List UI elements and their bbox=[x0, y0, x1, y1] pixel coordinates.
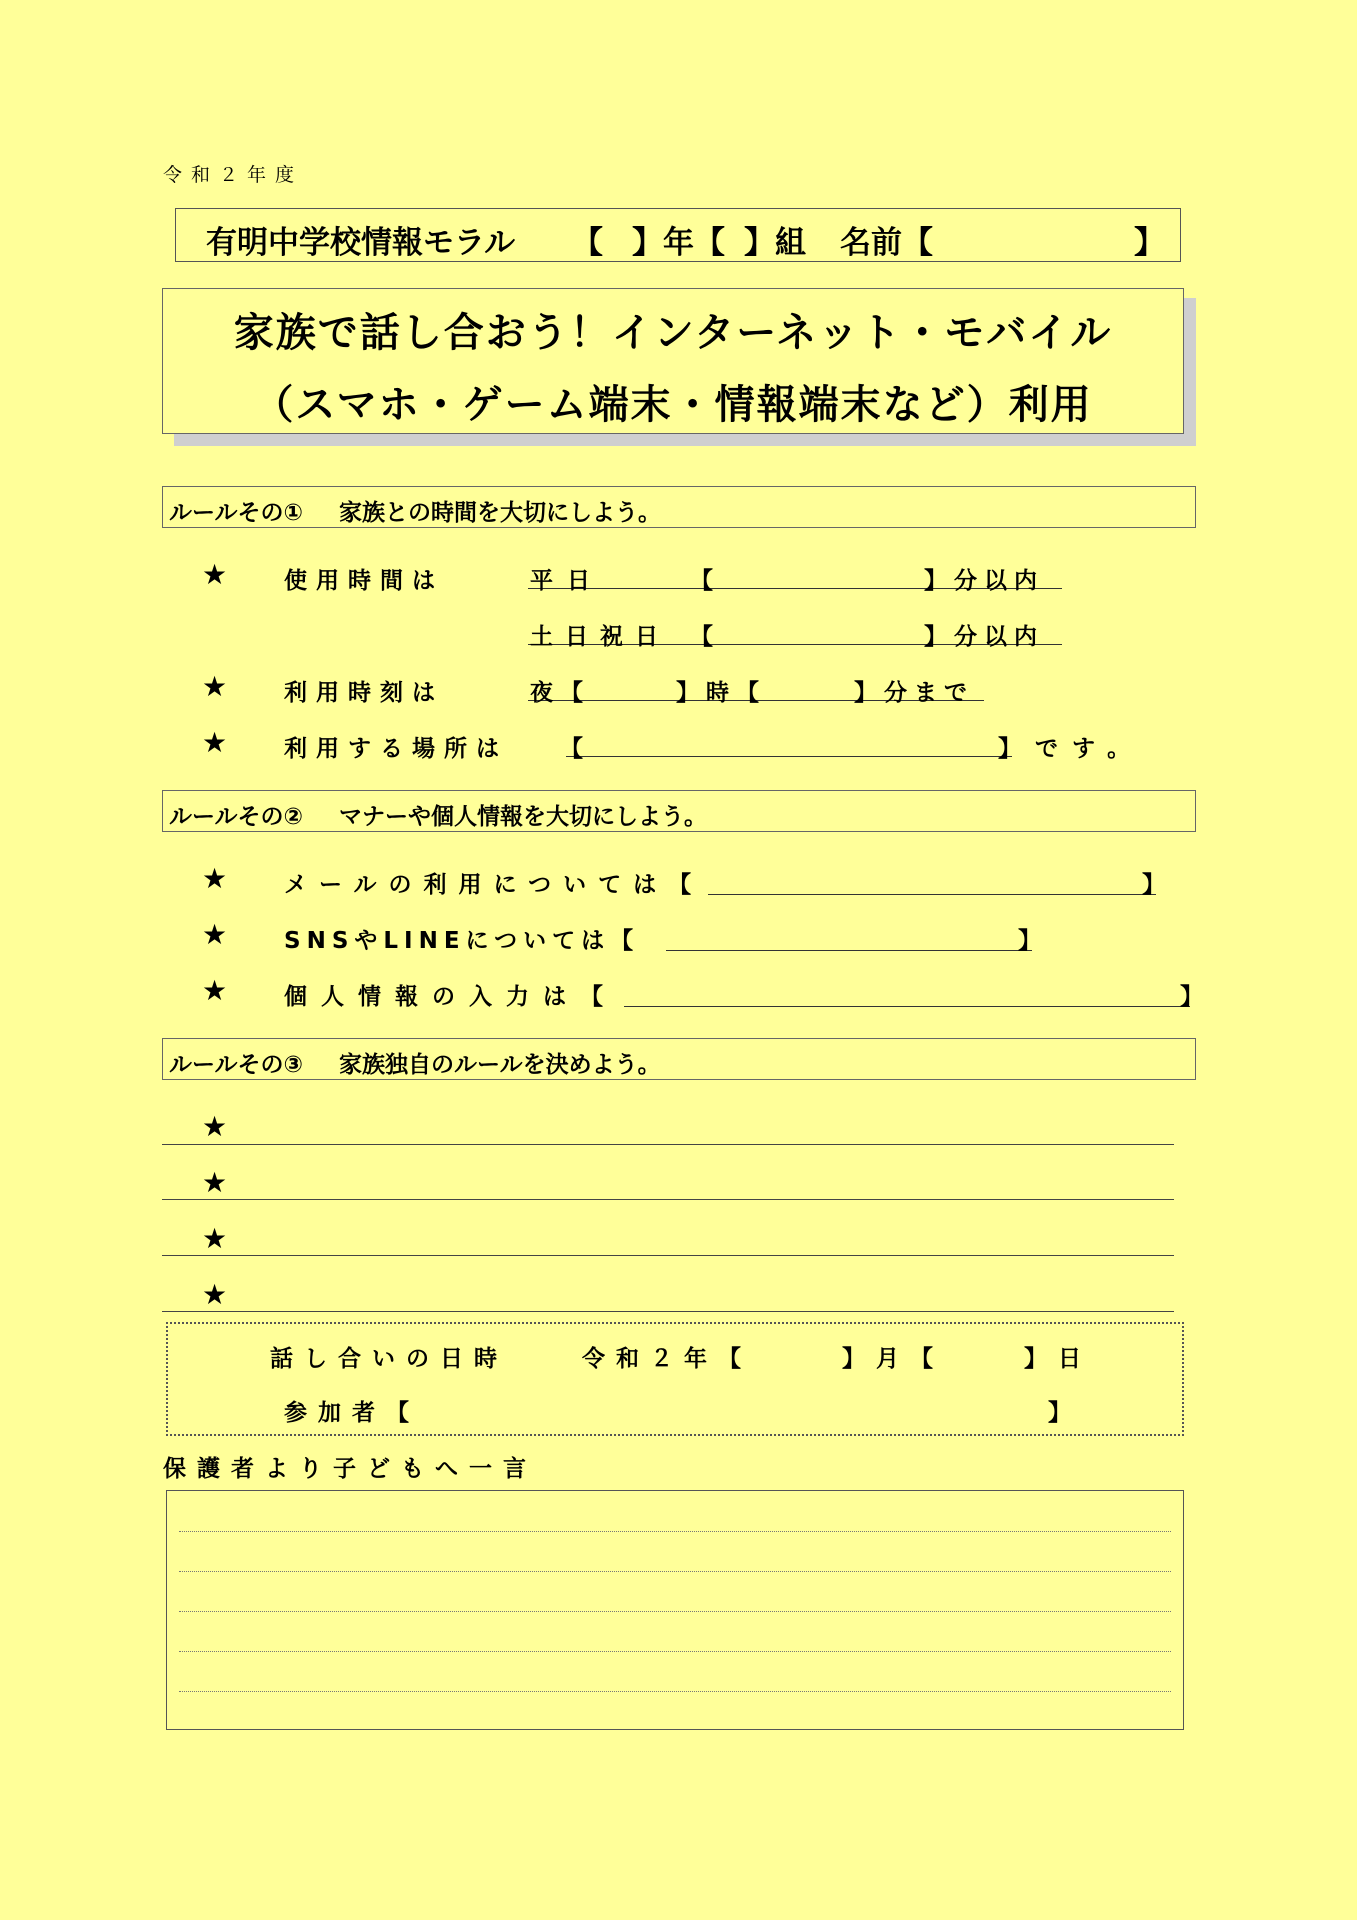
meeting-month[interactable]: 】月【 bbox=[842, 1346, 944, 1372]
star-icon: ★ bbox=[202, 1110, 228, 1143]
rule2-number: ルールその② bbox=[169, 804, 304, 830]
sns-line bbox=[666, 918, 1032, 951]
participants-label: 参加者【 bbox=[284, 1400, 420, 1426]
student-info-box bbox=[175, 208, 1181, 262]
holiday-close[interactable]: 】分以内 bbox=[924, 624, 1044, 650]
fiscal-year: 令和２年度 bbox=[163, 164, 304, 186]
star-icon: ★ bbox=[202, 670, 228, 703]
sns-label: SNSやLINEについては【 bbox=[284, 928, 640, 954]
meeting-date-label: 話し合いの日時 bbox=[270, 1346, 508, 1372]
meeting-era: 令和２年【 bbox=[582, 1346, 752, 1372]
custom-rule-line[interactable] bbox=[162, 1144, 1174, 1145]
title-box bbox=[162, 288, 1184, 434]
personal-info-label: 個人情報の入力は【 bbox=[284, 984, 617, 1010]
personal-info-line bbox=[624, 974, 1190, 1007]
star-icon: ★ bbox=[202, 1222, 228, 1255]
title-line-1: 家族で話し合おう！インターネット・モバイル bbox=[233, 310, 1113, 356]
place-close[interactable]: 】です。 bbox=[998, 736, 1145, 762]
meeting-day[interactable]: 】日 bbox=[1024, 1346, 1092, 1372]
message-line bbox=[179, 1691, 1171, 1692]
mail-close[interactable]: 】 bbox=[1142, 872, 1172, 898]
star-icon: ★ bbox=[202, 726, 228, 759]
usage-time-label: 使用時間は bbox=[284, 568, 444, 594]
class-close: 】組 bbox=[744, 225, 806, 261]
place-line bbox=[566, 724, 1012, 757]
message-label: 保護者より子どもへ一言 bbox=[163, 1456, 537, 1482]
title-line-2: （スマホ・ゲーム端末・情報端末など）利用 bbox=[253, 382, 1093, 428]
rule3-heading bbox=[162, 1038, 1196, 1080]
star-icon: ★ bbox=[202, 1166, 228, 1199]
personal-info-close[interactable]: 】 bbox=[1180, 984, 1210, 1010]
holiday-label: 土日祝日 bbox=[530, 624, 670, 650]
usage-clock-label: 利用時刻は bbox=[284, 680, 444, 706]
name-close: 】 bbox=[1134, 225, 1165, 261]
rule2-heading bbox=[162, 790, 1196, 832]
rule2-text: マナーや個人情報を大切にしよう。 bbox=[339, 804, 708, 830]
usage-place-label: 利用する場所は bbox=[284, 736, 508, 762]
place-open: 【 bbox=[560, 736, 590, 762]
rule1-text: 家族との時間を大切にしよう。 bbox=[339, 500, 662, 526]
message-line bbox=[179, 1571, 1171, 1572]
sns-close[interactable]: 】 bbox=[1018, 928, 1048, 954]
message-line bbox=[179, 1611, 1171, 1612]
name-label: 名前【 bbox=[840, 225, 933, 261]
holiday-open: 【 bbox=[690, 624, 720, 650]
star-icon: ★ bbox=[202, 918, 228, 951]
clock-pre: 夜【 bbox=[530, 680, 590, 706]
rule3-number: ルールその③ bbox=[169, 1052, 304, 1078]
clock-mid[interactable]: 】時【 bbox=[676, 680, 766, 706]
rule1-heading bbox=[162, 486, 1196, 528]
weekday-label: 平日 bbox=[530, 568, 604, 594]
message-line bbox=[179, 1531, 1171, 1532]
rule3-text: 家族独自のルールを決めよう。 bbox=[339, 1052, 661, 1078]
mail-label: メールの利用については【 bbox=[284, 872, 704, 898]
participants-close[interactable]: 】 bbox=[1048, 1400, 1078, 1426]
rule1-number: ルールその① bbox=[169, 500, 304, 526]
year-close: 】年【 bbox=[632, 225, 725, 261]
star-icon: ★ bbox=[202, 974, 228, 1007]
custom-rule-line[interactable] bbox=[162, 1199, 1174, 1200]
star-icon: ★ bbox=[202, 1278, 228, 1311]
custom-rule-line[interactable] bbox=[162, 1255, 1174, 1256]
school-label: 有明中学校情報モラル bbox=[206, 225, 516, 261]
message-box[interactable] bbox=[166, 1490, 1184, 1730]
star-icon: ★ bbox=[202, 558, 228, 591]
mail-line bbox=[708, 862, 1156, 895]
year-open: 【 bbox=[572, 225, 603, 261]
custom-rule-line[interactable] bbox=[162, 1311, 1174, 1312]
message-line bbox=[179, 1651, 1171, 1652]
weekday-close[interactable]: 】分以内 bbox=[924, 568, 1044, 594]
weekday-open: 【 bbox=[690, 568, 720, 594]
star-icon: ★ bbox=[202, 862, 228, 895]
clock-post[interactable]: 】分まで bbox=[854, 680, 974, 706]
